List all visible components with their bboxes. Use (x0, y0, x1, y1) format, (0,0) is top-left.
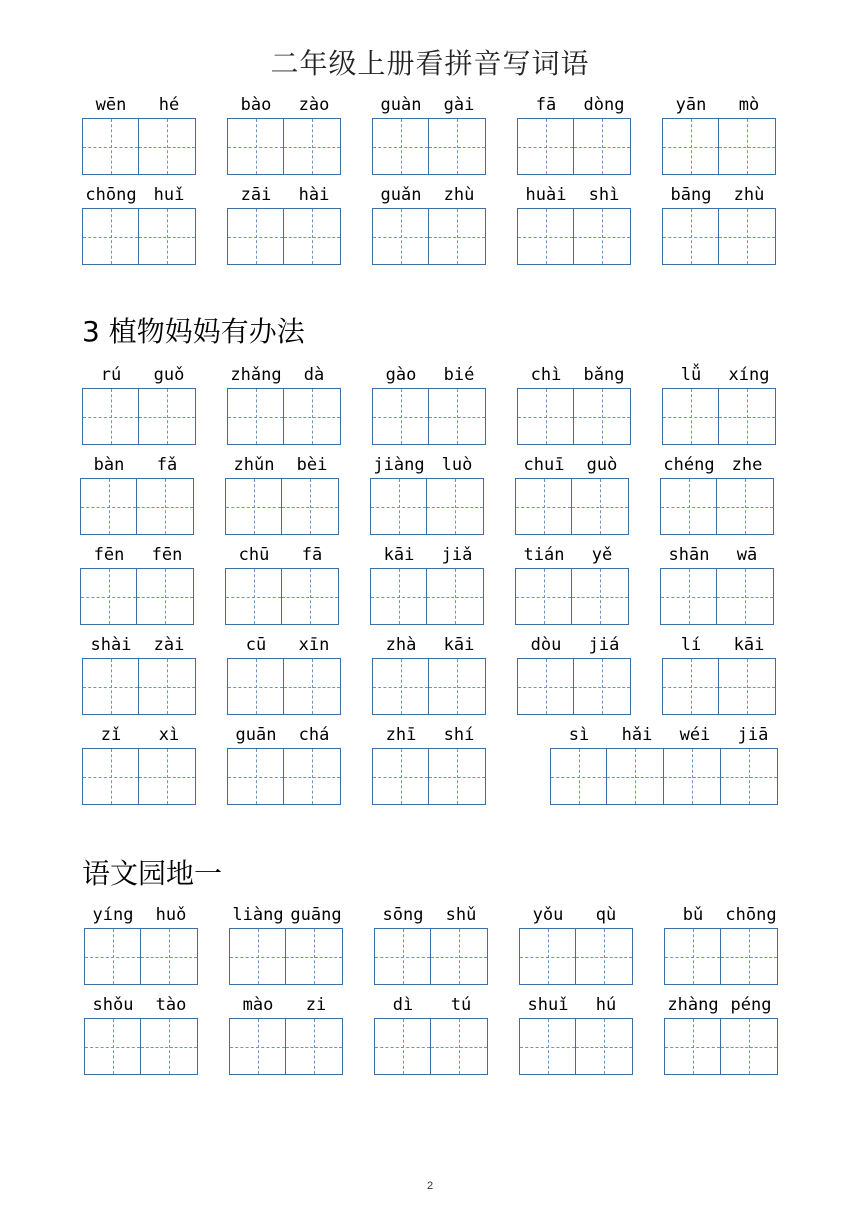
pinyin-syllable: mào (242, 995, 274, 1015)
pinyin-syllable: hài (298, 185, 330, 205)
tianzige-cell[interactable] (84, 928, 141, 985)
writing-grid (227, 208, 341, 265)
tianzige-cell[interactable] (574, 118, 631, 175)
pinyin-syllable: bèi (296, 455, 328, 475)
tianzige-cell[interactable] (660, 478, 717, 535)
pinyin-syllable: yě (591, 545, 613, 565)
writing-grid (227, 658, 341, 715)
pinyin-syllable: cū (245, 635, 267, 655)
pinyin-syllable: guān (235, 725, 277, 745)
tianzige-cell[interactable] (372, 388, 429, 445)
tianzige-cell[interactable] (519, 1018, 576, 1075)
pinyin-syllable: mò (738, 95, 760, 115)
tianzige-cell[interactable] (431, 1018, 488, 1075)
word-row (0, 544, 860, 644)
tianzige-cell[interactable] (515, 478, 572, 535)
pinyin-syllable: tián (523, 545, 565, 565)
pinyin-syllable: dì (392, 995, 414, 1015)
tianzige-cell[interactable] (721, 1018, 778, 1075)
writing-grid (662, 118, 776, 175)
tianzige-cell[interactable] (82, 388, 139, 445)
tianzige-cell[interactable] (607, 748, 664, 805)
pinyin-syllable: huǐ (153, 185, 185, 205)
tianzige-cell[interactable] (574, 388, 631, 445)
pinyin-syllable: rú (100, 365, 122, 385)
writing-grid (225, 568, 339, 625)
tianzige-cell[interactable] (139, 748, 196, 805)
writing-grid (370, 568, 484, 625)
pinyin-syllable: xīn (298, 635, 330, 655)
tianzige-cell[interactable] (719, 388, 776, 445)
tianzige-cell[interactable] (227, 748, 284, 805)
pinyin-syllable: jiàng (373, 455, 425, 475)
pinyin-syllable: fā (535, 95, 557, 115)
pinyin-syllable: zhī (385, 725, 417, 745)
writing-grid (372, 208, 486, 265)
pinyin-syllable: luò (441, 455, 473, 475)
pinyin-syllable: zhù (443, 185, 475, 205)
tianzige-cell[interactable] (225, 478, 282, 535)
pinyin-syllable: guāng (290, 905, 342, 925)
tianzige-cell[interactable] (370, 478, 427, 535)
pinyin-syllable: yǒu (532, 905, 564, 925)
writing-grid (515, 478, 629, 535)
pinyin-syllable: bǔ (682, 905, 704, 925)
tianzige-cell[interactable] (286, 1018, 343, 1075)
tianzige-cell[interactable] (719, 208, 776, 265)
page-title: 二年级上册看拼音写词语 (270, 47, 590, 80)
tianzige-cell[interactable] (517, 388, 574, 445)
tianzige-cell[interactable] (80, 478, 137, 535)
writing-grid (519, 928, 633, 985)
pinyin-syllable: dà (303, 365, 325, 385)
tianzige-cell[interactable] (519, 928, 576, 985)
writing-grid (550, 748, 778, 805)
writing-grid (660, 568, 774, 625)
tianzige-cell[interactable] (80, 568, 137, 625)
pinyin-syllable: sōng (382, 905, 424, 925)
writing-grid (225, 478, 339, 535)
tianzige-cell[interactable] (284, 748, 341, 805)
tianzige-cell[interactable] (82, 118, 139, 175)
pinyin-syllable: sì (568, 725, 590, 745)
writing-grid (80, 568, 194, 625)
tianzige-cell[interactable] (719, 118, 776, 175)
pinyin-syllable: wā (736, 545, 758, 565)
writing-grid (374, 1018, 488, 1075)
pinyin-syllable: liàng (232, 905, 284, 925)
pinyin-syllable: jiǎ (441, 545, 473, 565)
word-row (0, 904, 860, 1004)
pinyin-syllable: gài (443, 95, 475, 115)
tianzige-cell[interactable] (517, 208, 574, 265)
writing-grid (84, 1018, 198, 1075)
tianzige-cell[interactable] (282, 478, 339, 535)
pinyin-syllable: shǔ (445, 905, 477, 925)
writing-grid (370, 478, 484, 535)
tianzige-cell[interactable] (574, 658, 631, 715)
tianzige-cell[interactable] (370, 568, 427, 625)
pinyin-syllable: chuī (523, 455, 565, 475)
pinyin-syllable: shǒu (92, 995, 134, 1015)
tianzige-cell[interactable] (717, 568, 774, 625)
tianzige-cell[interactable] (286, 928, 343, 985)
tianzige-cell[interactable] (372, 658, 429, 715)
tianzige-cell[interactable] (284, 658, 341, 715)
pinyin-syllable: bāng (670, 185, 712, 205)
pinyin-syllable: shān (668, 545, 710, 565)
pinyin-syllable: chōng (725, 905, 777, 925)
pinyin-syllable: gào (385, 365, 417, 385)
tianzige-cell[interactable] (84, 1018, 141, 1075)
tianzige-cell[interactable] (429, 658, 486, 715)
writing-grid (80, 478, 194, 535)
pinyin-syllable: bàn (93, 455, 125, 475)
writing-grid (517, 118, 631, 175)
pinyin-syllable: chì (530, 365, 562, 385)
tianzige-cell[interactable] (137, 568, 194, 625)
pinyin-syllable: kāi (443, 635, 475, 655)
writing-grid (664, 1018, 778, 1075)
pinyin-syllable: fā (301, 545, 323, 565)
writing-grid (517, 388, 631, 445)
pinyin-syllable: bié (443, 365, 475, 385)
pinyin-syllable: bào (240, 95, 272, 115)
tianzige-cell[interactable] (431, 928, 488, 985)
pinyin-syllable: dòng (583, 95, 625, 115)
tianzige-cell[interactable] (572, 568, 629, 625)
tianzige-cell[interactable] (82, 748, 139, 805)
pinyin-syllable: zhǎng (230, 365, 282, 385)
tianzige-cell[interactable] (282, 568, 339, 625)
tianzige-cell[interactable] (717, 478, 774, 535)
writing-grid (372, 658, 486, 715)
pinyin-syllable: zǐ (100, 725, 122, 745)
pinyin-syllable: zài (153, 635, 185, 655)
tianzige-cell[interactable] (139, 658, 196, 715)
tianzige-cell[interactable] (227, 388, 284, 445)
writing-grid (517, 208, 631, 265)
tianzige-cell[interactable] (82, 658, 139, 715)
tianzige-cell[interactable] (139, 208, 196, 265)
pinyin-syllable: shí (443, 725, 475, 745)
tianzige-cell[interactable] (229, 928, 286, 985)
tianzige-cell[interactable] (372, 208, 429, 265)
writing-grid (82, 388, 196, 445)
pinyin-syllable: guò (586, 455, 618, 475)
tianzige-cell[interactable] (227, 658, 284, 715)
tianzige-cell[interactable] (139, 118, 196, 175)
pinyin-syllable: wéi (679, 725, 711, 745)
pinyin-syllable: huǒ (155, 905, 187, 925)
tianzige-cell[interactable] (721, 928, 778, 985)
writing-grid (84, 928, 198, 985)
tianzige-cell[interactable] (572, 478, 629, 535)
pinyin-syllable: lǚ (680, 365, 702, 385)
pinyin-syllable: lí (680, 635, 702, 655)
writing-grid (662, 208, 776, 265)
writing-grid (82, 748, 196, 805)
writing-grid (519, 1018, 633, 1075)
pinyin-syllable: kāi (733, 635, 765, 655)
tianzige-cell[interactable] (660, 568, 717, 625)
tianzige-cell[interactable] (137, 478, 194, 535)
pinyin-syllable: kāi (383, 545, 415, 565)
word-row (0, 454, 860, 554)
pinyin-syllable: chū (238, 545, 270, 565)
writing-grid (372, 118, 486, 175)
pinyin-syllable: dòu (530, 635, 562, 655)
pinyin-syllable: péng (730, 995, 772, 1015)
pinyin-syllable: fǎ (156, 455, 178, 475)
tianzige-cell[interactable] (721, 748, 778, 805)
tianzige-cell[interactable] (372, 118, 429, 175)
pinyin-syllable: qù (595, 905, 617, 925)
writing-grid (227, 388, 341, 445)
word-row (0, 724, 860, 824)
word-row (0, 364, 860, 464)
pinyin-syllable: zhù (733, 185, 765, 205)
pinyin-syllable: zào (298, 95, 330, 115)
pinyin-syllable: shài (90, 635, 132, 655)
writing-grid (374, 928, 488, 985)
pinyin-syllable: zhe (731, 455, 763, 475)
tianzige-cell[interactable] (284, 208, 341, 265)
tianzige-cell[interactable] (429, 388, 486, 445)
tianzige-cell[interactable] (576, 928, 633, 985)
tianzige-cell[interactable] (374, 928, 431, 985)
tianzige-cell[interactable] (284, 388, 341, 445)
tianzige-cell[interactable] (227, 118, 284, 175)
word-row (0, 634, 860, 734)
tianzige-cell[interactable] (664, 1018, 721, 1075)
tianzige-cell[interactable] (225, 568, 282, 625)
pinyin-syllable: zāi (240, 185, 272, 205)
writing-grid (229, 928, 343, 985)
pinyin-syllable: hú (595, 995, 617, 1015)
tianzige-cell[interactable] (429, 748, 486, 805)
pinyin-syllable: zhà (385, 635, 417, 655)
tianzige-cell[interactable] (515, 568, 572, 625)
tianzige-cell[interactable] (374, 1018, 431, 1075)
pinyin-syllable: bǎng (583, 365, 625, 385)
tianzige-cell[interactable] (664, 748, 721, 805)
section-heading: 3 植物妈妈有办法 (82, 315, 305, 348)
writing-grid (372, 748, 486, 805)
tianzige-cell[interactable] (664, 928, 721, 985)
tianzige-cell[interactable] (284, 118, 341, 175)
writing-grid (664, 928, 778, 985)
tianzige-cell[interactable] (662, 208, 719, 265)
pinyin-syllable: chá (298, 725, 330, 745)
word-row (0, 994, 860, 1094)
tianzige-cell[interactable] (574, 208, 631, 265)
tianzige-cell[interactable] (227, 208, 284, 265)
pinyin-syllable: shì (588, 185, 620, 205)
tianzige-cell[interactable] (662, 658, 719, 715)
tianzige-cell[interactable] (576, 1018, 633, 1075)
pinyin-syllable: zi (305, 995, 327, 1015)
pinyin-syllable: xíng (728, 365, 770, 385)
writing-grid (227, 748, 341, 805)
word-row (0, 94, 860, 194)
tianzige-cell[interactable] (719, 658, 776, 715)
tianzige-cell[interactable] (662, 388, 719, 445)
pinyin-syllable: guǎn (380, 185, 422, 205)
pinyin-syllable: xì (158, 725, 180, 745)
writing-grid (662, 658, 776, 715)
word-row (0, 184, 860, 284)
pinyin-syllable: guǒ (153, 365, 185, 385)
tianzige-cell[interactable] (429, 208, 486, 265)
tianzige-cell[interactable] (139, 388, 196, 445)
writing-grid (227, 118, 341, 175)
pinyin-syllable: chéng (663, 455, 715, 475)
pinyin-syllable: wēn (95, 95, 127, 115)
writing-grid (82, 208, 196, 265)
pinyin-syllable: yíng (92, 905, 134, 925)
writing-grid (82, 118, 196, 175)
pinyin-syllable: fēn (151, 545, 183, 565)
tianzige-cell[interactable] (372, 748, 429, 805)
tianzige-cell[interactable] (550, 748, 607, 805)
tianzige-cell[interactable] (429, 118, 486, 175)
pinyin-syllable: tào (155, 995, 187, 1015)
tianzige-cell[interactable] (517, 658, 574, 715)
section-heading: 语文园地一 (82, 857, 223, 890)
tianzige-cell[interactable] (229, 1018, 286, 1075)
pinyin-syllable: chōng (85, 185, 137, 205)
pinyin-syllable: jiá (588, 635, 620, 655)
pinyin-syllable: zhàng (667, 995, 719, 1015)
writing-grid (82, 658, 196, 715)
writing-grid (660, 478, 774, 535)
page-number: 2 (426, 1180, 434, 1192)
tianzige-cell[interactable] (662, 118, 719, 175)
tianzige-cell[interactable] (427, 568, 484, 625)
pinyin-syllable: hǎi (621, 725, 653, 745)
tianzige-cell[interactable] (141, 928, 198, 985)
writing-grid (515, 568, 629, 625)
pinyin-syllable: zhǔn (233, 455, 275, 475)
tianzige-cell[interactable] (82, 208, 139, 265)
pinyin-syllable: shuǐ (527, 995, 569, 1015)
tianzige-cell[interactable] (427, 478, 484, 535)
writing-grid (662, 388, 776, 445)
tianzige-cell[interactable] (517, 118, 574, 175)
writing-grid (517, 658, 631, 715)
tianzige-cell[interactable] (141, 1018, 198, 1075)
pinyin-syllable: huài (525, 185, 567, 205)
pinyin-syllable: hé (158, 95, 180, 115)
pinyin-syllable: fēn (93, 545, 125, 565)
writing-grid (372, 388, 486, 445)
pinyin-syllable: tú (450, 995, 472, 1015)
pinyin-syllable: jiā (737, 725, 769, 745)
pinyin-syllable: guàn (380, 95, 422, 115)
writing-grid (229, 1018, 343, 1075)
pinyin-syllable: yān (675, 95, 707, 115)
